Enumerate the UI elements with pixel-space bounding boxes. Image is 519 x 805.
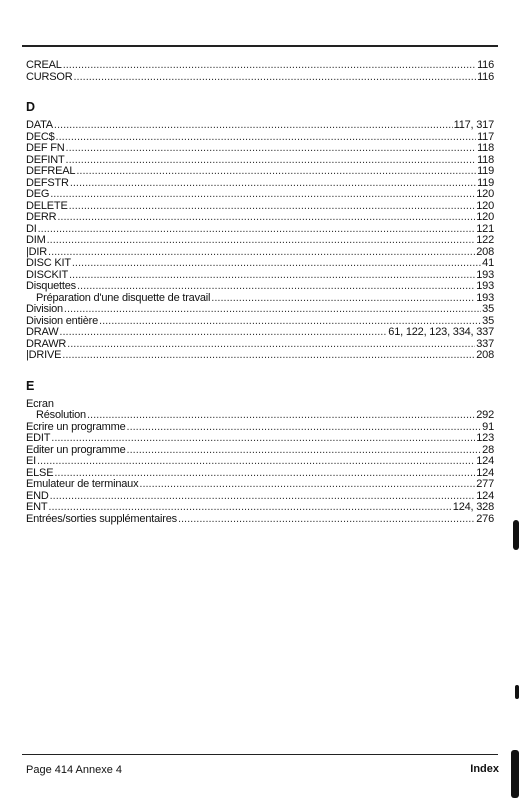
scan-mark	[511, 750, 519, 798]
index-pages: 277	[476, 478, 494, 490]
index-pages: 337	[476, 337, 494, 350]
index-term: DIM	[26, 234, 46, 246]
index-term: |DRIVE	[26, 349, 62, 361]
dot-leader	[50, 189, 475, 201]
index-entry	[26, 293, 494, 305]
index-entry	[26, 270, 494, 282]
dot-leader	[76, 166, 476, 178]
dot-leader	[51, 433, 475, 445]
index-pages: 35	[482, 303, 494, 315]
index-pages: 121	[476, 222, 494, 235]
index-term: Entrées/sorties supplémentaires	[26, 512, 177, 525]
index-pages: 91	[482, 420, 494, 433]
footer-section-label: Index	[470, 763, 499, 775]
index-pages: 193	[476, 280, 494, 292]
index-term: DEFINT	[26, 153, 65, 166]
index-pages: 119	[477, 176, 494, 189]
index-term: DISC KIT	[26, 257, 71, 269]
index-entry	[26, 189, 494, 201]
scan-mark	[515, 685, 519, 699]
footer-page-label: Page 414 Annexe 4	[26, 764, 123, 776]
index-pages: 118	[477, 153, 494, 166]
index-term: Ecrire un programme	[26, 420, 126, 433]
index-term: Disquettes	[26, 280, 76, 292]
index-list	[26, 60, 494, 525]
index-pages: 120	[476, 211, 494, 223]
index-entry	[26, 399, 494, 411]
index-entry	[26, 212, 494, 224]
index-entry	[26, 514, 494, 526]
dot-leader	[69, 270, 475, 282]
index-pages: 35	[482, 314, 494, 327]
index-entry	[26, 72, 494, 84]
index-pages: 116	[477, 59, 494, 71]
index-pages: 124, 328	[452, 501, 494, 513]
index-term: Division	[26, 303, 63, 315]
index-entry	[26, 304, 494, 316]
index-entry	[26, 479, 494, 491]
index-term: CREAL	[26, 59, 62, 71]
index-entry	[26, 201, 494, 213]
dot-leader	[37, 456, 475, 468]
index-term: DRAWR	[26, 337, 67, 350]
dot-leader	[66, 155, 477, 167]
index-entry	[26, 166, 494, 178]
index-term: DATA	[26, 119, 53, 131]
dot-leader	[87, 410, 475, 422]
index-pages: 123	[476, 432, 494, 444]
index-term: END	[26, 489, 49, 502]
index-entry	[26, 456, 494, 468]
index-pages: 120	[476, 188, 494, 200]
index-term: Emulateur de terminaux	[26, 478, 139, 490]
index-entry	[26, 433, 494, 445]
section-gap	[26, 83, 494, 100]
index-term: Editer un programme	[26, 443, 126, 456]
index-entry	[26, 422, 494, 434]
index-term: DRAW	[26, 326, 59, 338]
index-entry	[26, 491, 494, 503]
index-pages: 28	[482, 443, 494, 456]
index-pages: 41	[482, 257, 494, 269]
dot-leader	[127, 445, 482, 457]
index-term: DELETE	[26, 199, 68, 212]
index-term: Ecran	[26, 397, 54, 410]
index-entry	[26, 258, 494, 270]
dot-leader	[211, 293, 475, 305]
dot-leader	[63, 60, 476, 72]
dot-leader	[70, 178, 476, 190]
dot-leader	[77, 281, 475, 293]
index-pages: 120	[476, 199, 494, 212]
dot-leader	[73, 72, 476, 84]
section-letter: E	[26, 378, 35, 393]
index-term: Résolution	[36, 409, 86, 421]
index-pages: 119	[477, 165, 494, 177]
index-entry	[26, 445, 494, 457]
index-term: DEC$	[26, 130, 55, 143]
index-term: EI	[26, 455, 36, 467]
index-entry	[26, 178, 494, 190]
index-term: DEFREAL	[26, 165, 76, 177]
index-term: DI	[26, 222, 37, 235]
dot-leader	[56, 132, 477, 144]
index-term: ENT	[26, 501, 48, 513]
index-entry	[26, 235, 494, 247]
index-pages: 116	[477, 70, 494, 83]
scan-mark	[513, 520, 519, 550]
index-entry	[26, 224, 494, 236]
index-entry	[26, 339, 494, 351]
index-term: |DIR	[26, 245, 48, 258]
dot-leader	[64, 304, 481, 316]
index-pages: 118	[477, 142, 494, 154]
dot-leader	[67, 339, 475, 351]
dot-leader	[62, 350, 475, 362]
dot-leader	[66, 143, 477, 155]
dot-leader	[178, 514, 475, 526]
index-term: DEF FN	[26, 142, 65, 154]
dot-leader	[54, 120, 453, 132]
section-gap	[26, 362, 494, 379]
index-pages: 61, 122, 123, 334, 337	[388, 326, 494, 338]
index-entry	[26, 60, 494, 72]
index-entry	[26, 155, 494, 167]
dot-leader	[139, 479, 475, 491]
index-term: DEG	[26, 188, 50, 200]
dot-leader	[47, 235, 476, 247]
dot-leader	[48, 502, 451, 514]
index-pages: 124	[476, 466, 494, 479]
bottom-rule	[22, 754, 498, 755]
section-letter: D	[26, 100, 36, 114]
dot-leader	[38, 224, 476, 236]
dot-leader	[50, 491, 476, 503]
index-pages: 208	[476, 349, 494, 361]
index-term: DERR	[26, 211, 57, 223]
dot-leader	[69, 201, 476, 213]
index-entry	[26, 350, 494, 362]
index-term: DISCKIT	[26, 268, 68, 281]
index-entry	[26, 410, 494, 422]
index-pages: 276	[476, 512, 494, 525]
index-entry	[26, 247, 494, 259]
index-term: DEFSTR	[26, 176, 69, 189]
index-pages: 193	[476, 268, 494, 281]
dot-leader	[59, 327, 387, 339]
index-entry	[26, 327, 494, 339]
index-entry	[26, 502, 494, 514]
index-pages: 208	[476, 245, 494, 258]
index-term: Préparation d'une disquette de travail	[36, 291, 211, 304]
index-pages: 193	[476, 291, 494, 304]
index-pages: 117	[477, 130, 494, 143]
index-pages: 124	[476, 489, 494, 502]
dot-leader	[57, 212, 475, 224]
dot-leader	[127, 422, 482, 434]
top-rule	[22, 45, 498, 47]
index-pages: 124	[476, 455, 494, 467]
index-pages: 292	[476, 409, 494, 421]
index-pages: 117, 317	[453, 119, 494, 131]
index-entry	[26, 120, 494, 132]
index-entry	[26, 132, 494, 144]
index-entry	[26, 281, 494, 293]
index-term: Division entière	[26, 314, 99, 327]
index-term: EDIT	[26, 432, 51, 444]
dot-leader	[72, 258, 481, 270]
dot-leader	[48, 247, 475, 259]
index-entry	[26, 143, 494, 155]
index-term: CURSOR	[26, 70, 73, 83]
index-term: ELSE	[26, 466, 54, 479]
index-pages: 122	[476, 234, 494, 246]
